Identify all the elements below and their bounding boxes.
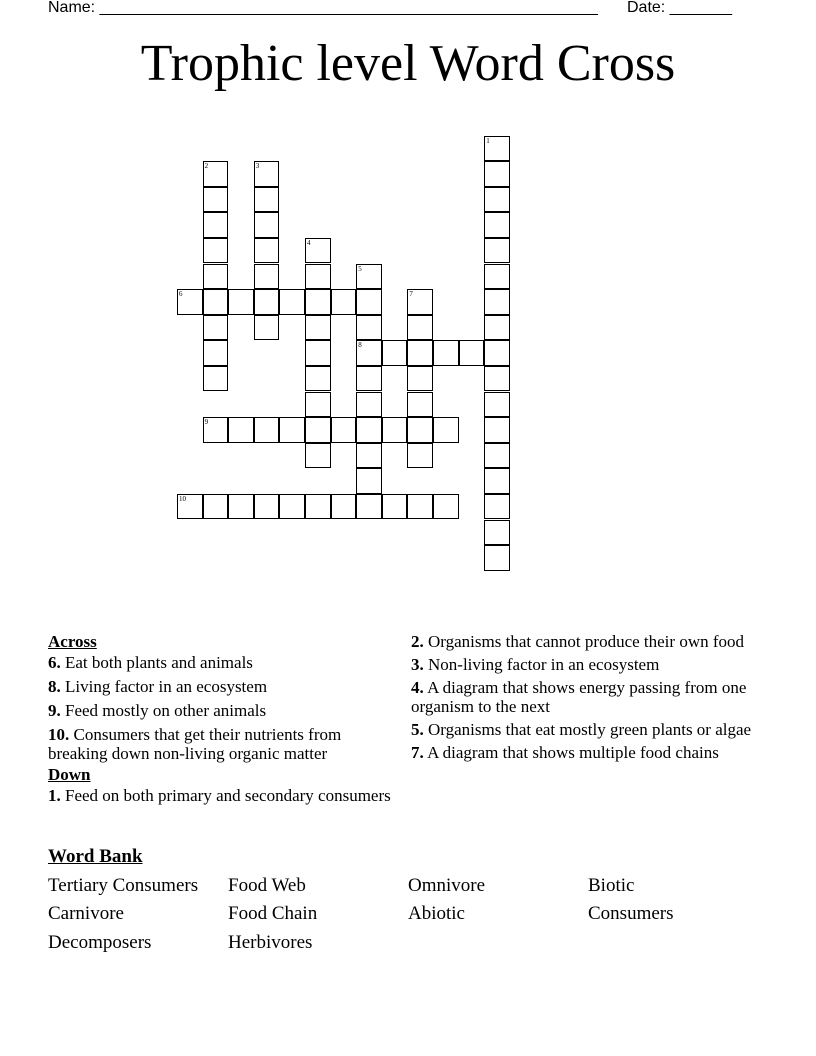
crossword-cell[interactable] — [228, 494, 254, 520]
clue-number-label: 1 — [486, 136, 490, 145]
crossword-cell[interactable] — [484, 161, 510, 187]
crossword-cell[interactable] — [484, 366, 510, 392]
clue-number-label: 6 — [179, 290, 183, 299]
crossword-cell[interactable] — [331, 417, 357, 443]
crossword-cell[interactable] — [305, 494, 331, 520]
clue-number-label: 8 — [358, 341, 362, 350]
clue-number-label: 5 — [358, 264, 362, 273]
clue-number: 10. — [48, 725, 70, 744]
word-bank-item: Decomposers — [48, 932, 152, 953]
clue-down-5 — [411, 720, 756, 739]
crossword-cell[interactable] — [177, 289, 203, 315]
clue-text: Feed mostly on other animals — [65, 701, 267, 720]
crossword-cell[interactable] — [254, 494, 280, 520]
crossword-cell[interactable] — [484, 212, 510, 238]
word-bank-item: Carnivore — [48, 903, 124, 924]
clue-number: 2. — [411, 632, 424, 651]
name-field: Name: ________________________________________________________ — [48, 0, 598, 16]
word-bank-item: Tertiary Consumers — [48, 875, 199, 896]
clue-number: 8. — [48, 677, 61, 696]
crossword-cell[interactable] — [203, 238, 229, 264]
crossword-cell[interactable] — [382, 494, 408, 520]
crossword-cell[interactable] — [254, 212, 280, 238]
crossword-cell[interactable] — [228, 289, 254, 315]
clue-text: Consumers that get their nutrients from breaking down non-living organic matter — [48, 725, 342, 763]
crossword-cell[interactable] — [407, 494, 433, 520]
crossword-cell[interactable] — [203, 212, 229, 238]
clues-left-column — [48, 632, 393, 810]
crossword-cell[interactable] — [305, 366, 331, 392]
page-title: Trophic level Word Cross — [140, 35, 676, 92]
crossword-cell[interactable] — [407, 417, 433, 443]
crossword-cell[interactable] — [382, 340, 408, 366]
clue-down-2 — [411, 632, 756, 651]
crossword-cell[interactable] — [203, 315, 229, 341]
crossword-cell[interactable] — [279, 417, 305, 443]
crossword-cell[interactable] — [407, 289, 433, 315]
clue-text: Eat both plants and animals — [65, 653, 253, 672]
crossword-cell[interactable] — [484, 238, 510, 264]
word-bank-item: Omnivore — [408, 875, 486, 896]
crossword-cell[interactable] — [203, 494, 229, 520]
crossword-cell[interactable] — [203, 187, 229, 213]
crossword-cell[interactable] — [356, 494, 382, 520]
crossword-cell[interactable] — [484, 417, 510, 443]
clue-number-label: 10 — [179, 494, 186, 503]
crossword-cell[interactable] — [356, 417, 382, 443]
crossword-cell[interactable] — [305, 315, 331, 341]
crossword-cell[interactable] — [254, 417, 280, 443]
crossword-cell[interactable] — [356, 315, 382, 341]
crossword-cell[interactable] — [407, 392, 433, 418]
clue-number: 7. — [411, 743, 424, 762]
crossword-cell[interactable] — [203, 264, 229, 290]
crossword-cell[interactable] — [356, 289, 382, 315]
clue-text: A diagram that shows energy passing from one organism to the next — [411, 678, 747, 716]
crossword-cell[interactable] — [484, 187, 510, 213]
crossword-cell[interactable] — [484, 264, 510, 290]
crossword-cell[interactable] — [203, 340, 229, 366]
crossword-cell[interactable] — [305, 289, 331, 315]
crossword-cell[interactable] — [407, 366, 433, 392]
crossword-cell[interactable] — [356, 366, 382, 392]
crossword-cell[interactable] — [331, 494, 357, 520]
clue-number: 5. — [411, 720, 424, 739]
crossword-cell[interactable] — [279, 494, 305, 520]
clue-text: A diagram that shows multiple food chains — [427, 743, 719, 762]
clue-number: 6. — [48, 653, 61, 672]
clue-number: 1. — [48, 786, 61, 805]
word-bank-item: Consumers — [588, 903, 674, 924]
clue-text: Organisms that eat mostly green plants or algae — [428, 720, 752, 739]
crossword-cell[interactable] — [228, 417, 254, 443]
crossword-cell[interactable] — [484, 468, 510, 494]
crossword-cell[interactable] — [254, 264, 280, 290]
clue-number: 9. — [48, 701, 61, 720]
crossword-cell[interactable] — [177, 494, 203, 520]
crossword-cell[interactable] — [484, 494, 510, 520]
crossword-cell[interactable] — [484, 136, 510, 162]
crossword-cell[interactable] — [254, 187, 280, 213]
word-bank-item: Herbivores — [228, 932, 313, 953]
clue-text: Non-living factor in an ecosystem — [428, 655, 660, 674]
crossword-cell[interactable] — [356, 264, 382, 290]
clue-number-label: 4 — [307, 238, 311, 247]
crossword-cell[interactable] — [433, 417, 459, 443]
crossword-cell[interactable] — [484, 289, 510, 315]
crossword-cell[interactable] — [305, 443, 331, 469]
crossword-cell[interactable] — [331, 289, 357, 315]
crossword-cell[interactable] — [459, 340, 485, 366]
crossword-cell[interactable] — [356, 443, 382, 469]
crossword-cell[interactable] — [382, 417, 408, 443]
crossword-cell[interactable] — [254, 161, 280, 187]
word-bank-item: Food Chain — [228, 903, 318, 924]
clue-number: 4. — [411, 678, 424, 697]
clue-down-7 — [411, 743, 756, 762]
clue-number-label: 3 — [255, 162, 260, 171]
down-heading: Down — [48, 765, 91, 784]
crossword-cell[interactable] — [279, 289, 305, 315]
clue-number-label: 9 — [204, 418, 209, 427]
crossword-cell[interactable] — [254, 289, 280, 315]
clue-number: 3. — [411, 655, 424, 674]
crossword-cell[interactable] — [407, 443, 433, 469]
crossword-cell[interactable] — [203, 366, 229, 392]
crossword-cell[interactable] — [305, 340, 331, 366]
crossword-cell[interactable] — [484, 392, 510, 418]
crossword-cell[interactable] — [407, 315, 433, 341]
clue-down-1 — [48, 786, 393, 805]
clue-text: Living factor in an ecosystem — [65, 677, 268, 696]
crossword-cell[interactable] — [305, 392, 331, 418]
crossword-cell[interactable] — [484, 520, 510, 546]
clue-across-8 — [48, 677, 393, 696]
crossword-cell[interactable] — [484, 340, 510, 366]
crossword-cell[interactable] — [407, 340, 433, 366]
crossword-cell[interactable] — [305, 264, 331, 290]
clue-text: Organisms that cannot produce their own food — [428, 632, 745, 651]
crossword-cell[interactable] — [356, 392, 382, 418]
crossword-cell[interactable] — [356, 468, 382, 494]
clue-down-3 — [411, 655, 756, 674]
clue-across-6 — [48, 653, 393, 672]
crossword-cell[interactable] — [305, 417, 331, 443]
crossword-cell[interactable] — [203, 161, 229, 187]
crossword-cell[interactable] — [203, 289, 229, 315]
clue-across-10 — [48, 725, 393, 763]
word-bank-title: Word Bank — [48, 846, 143, 867]
word-bank-item: Food Web — [228, 875, 306, 896]
word-bank-item: Abiotic — [408, 903, 465, 924]
crossword-cell[interactable] — [484, 545, 510, 571]
crossword-cell[interactable] — [433, 340, 459, 366]
across-heading: Across — [48, 632, 97, 651]
clue-number-label: 2 — [204, 162, 209, 171]
clues-right-column — [411, 632, 756, 766]
crossword-cell[interactable] — [203, 417, 229, 443]
crossword-cell[interactable] — [484, 315, 510, 341]
clue-number-label: 7 — [409, 290, 413, 299]
date-field: Date: _______ — [627, 0, 732, 16]
crossword-cell[interactable] — [254, 315, 280, 341]
crossword-cell[interactable] — [356, 340, 382, 366]
crossword-cell[interactable] — [433, 494, 459, 520]
word-bank-item: Biotic — [588, 875, 635, 896]
clue-across-9 — [48, 701, 393, 720]
crossword-cell[interactable] — [305, 238, 331, 264]
crossword-cell[interactable] — [254, 238, 280, 264]
clue-text: Feed on both primary and secondary consumers — [65, 786, 391, 805]
crossword-cell[interactable] — [484, 443, 510, 469]
clue-down-4 — [411, 678, 756, 716]
